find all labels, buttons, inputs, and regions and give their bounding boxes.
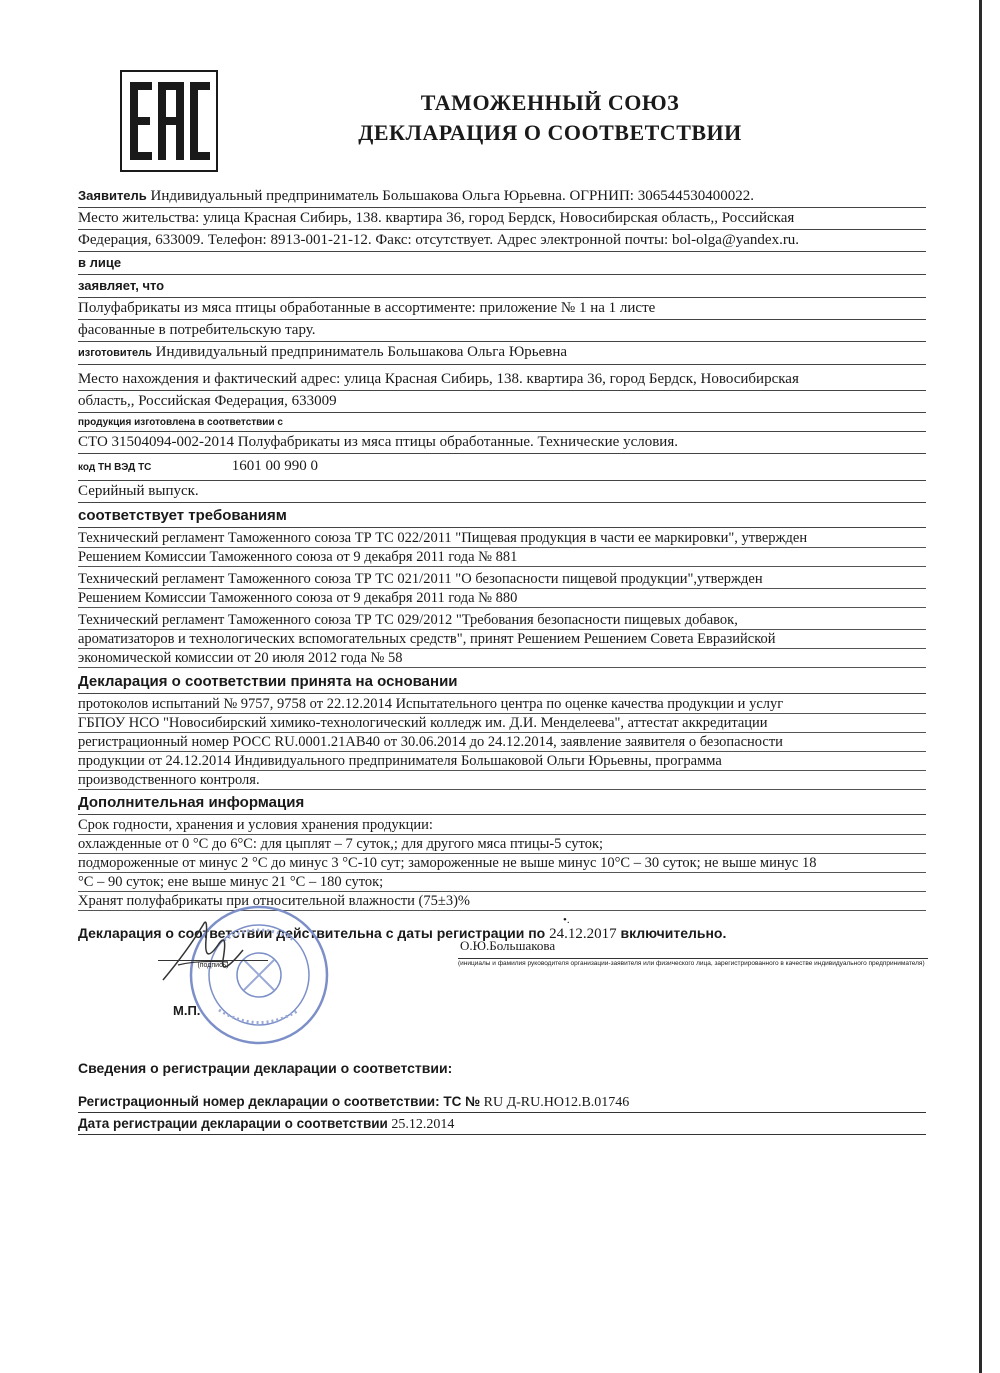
tnved-value: 1601 00 990 0 (231, 458, 318, 474)
requirement-3-line1: Технический регламент Таможенного союза ТР ТС 029/2012 "Требования безопасности пищевых добавок, (78, 611, 926, 630)
seal-place-label: М.П. (173, 1003, 201, 1018)
registration-date-value: 25.12.2014 (391, 1117, 455, 1132)
applicant-line2: Место жительства: улица Красная Сибирь, 138. квартира 36, город Бердск, Новосибирская область,, Российская (78, 209, 926, 230)
requirement-3-line3: экономической комиссии от 20 июля 2012 года № 58 (78, 649, 926, 668)
produced-per-label-row (78, 414, 926, 432)
manufacturer-addr-line1: Место нахождения и фактический адрес: улица Красная Сибирь, 138. квартира 36, город Бердск, Новосибирская (78, 370, 926, 391)
document-title (230, 88, 870, 148)
title-customs-union: ТАМОЖЕННЫЙ СОЮЗ (420, 90, 680, 115)
additional-label: Дополнительная информация (78, 794, 305, 811)
validity-label: Декларация о соответствии действительна с даты регистрации по (78, 925, 546, 941)
produced-per-value: СТО 31504094-002-2014 Полуфабрикаты из мяса птицы обработанные. Технические условия. (78, 433, 926, 454)
additional-line3: подмороженные от минус 2 °С до минус 3 °С-10 сут; замороженные не выше минус 10°С – 30 суток; не выше минус 18 (78, 854, 926, 873)
basis-line2: ГБПОУ НСО "Новосибирский химико-технологический колледж им. Д.И. Менделеева", аттестат аккредитации (78, 714, 926, 733)
requirement-2-line1: Технический регламент Таможенного союза ТР ТС 021/2011 "О безопасности пищевой продукции",утвержден (78, 570, 926, 589)
page-edge-shadow (979, 0, 982, 1373)
eac-logo (120, 70, 218, 172)
ink-mark: •. (563, 914, 570, 926)
basis-label: Декларация о соответствии принята на основании (78, 673, 458, 690)
manufacturer-addr-line2: область,, Российская Федерация, 633009 (78, 392, 926, 413)
basis-line3: регистрационный номер РОСС RU.0001.21АВ40 от 30.06.2014 до 24.12.2014, заявление заявителя о безопасности (78, 733, 926, 752)
manufacturer-value: Индивидуальный предприниматель Большакова Ольга Юрьевна (155, 344, 568, 360)
basis-text (78, 695, 926, 790)
validity-suffix: включительно. (620, 925, 727, 941)
manufacturer-row (78, 343, 926, 365)
title-declaration: ДЕКЛАРАЦИЯ О СООТВЕТСТВИИ (358, 120, 742, 145)
signatory-block (458, 938, 928, 968)
declares-label: заявляет, что (78, 278, 165, 293)
applicant-line3: Федерация, 633009. Телефон: 8913-001-21-12. Факс: отсутствует. Адрес электронной почты: bol-olga@yandex.ru. (78, 231, 926, 252)
serial-row: Серийный выпуск. (78, 482, 926, 503)
applicant-line1 (78, 186, 926, 208)
additional-text (78, 816, 926, 911)
product-line1: Полуфабрикаты из мяса птицы обработанные в ассортименте: приложение № 1 на 1 листе (78, 299, 926, 320)
handwritten-signature (158, 910, 248, 990)
registration-date-row (78, 1114, 926, 1135)
declaration-body (78, 186, 926, 943)
basis-line4: продукции от 24.12.2014 Индивидуального предпринимателя Большаковой Ольги Юрьевны, программа (78, 752, 926, 771)
tnved-row (78, 455, 926, 481)
basis-line1: протоколов испытаний № 9757, 9758 от 22.12.2014 Испытательного центра по оценке качества продукции и услуг (78, 695, 926, 714)
signatory-name-caption: (инициалы и фамилия руководителя организации-заявителя или физического лица, зарегистрированного в качестве индивидуального предпринимателя) (458, 958, 928, 968)
additional-line2: охлажденные от 0 °С до 6°С: для цыплят – 7 суток,; для другого мяса птицы-5 суток; (78, 835, 926, 854)
requirements-label: соответствует требованиям (78, 507, 287, 524)
requirement-2 (78, 570, 926, 608)
applicant-label: Заявитель (78, 188, 147, 203)
declares-row (78, 276, 926, 298)
validity-date: 24.12.2017 (549, 926, 617, 942)
signature-area (78, 900, 926, 1030)
tnved-label: код ТН ВЭД ТС (78, 462, 152, 473)
registration-date-label: Дата регистрации декларации о соответствии (78, 1116, 388, 1131)
v-lice-row (78, 253, 926, 275)
requirement-1-line2: Решением Комиссии Таможенного союза от 9 декабря 2011 года № 881 (78, 548, 926, 567)
requirement-1 (78, 529, 926, 567)
requirements-label-row (78, 506, 926, 528)
additional-line5: Хранят полуфабрикаты при относительной влажности (75±3)% (78, 892, 926, 911)
registration-block (78, 1060, 926, 1136)
requirement-3 (78, 611, 926, 668)
registration-number-row (78, 1092, 926, 1113)
additional-line4: °С – 90 суток; ене выше минус 21 °С – 180 суток; (78, 873, 926, 892)
manufacturer-label: изготовитель (78, 347, 152, 359)
basis-line5: производственного контроля. (78, 771, 926, 790)
requirement-3-line2: ароматизаторов и технологических вспомогательных средств", принят Решением Решением Совета Евразийской (78, 630, 926, 649)
requirement-1-line1: Технический регламент Таможенного союза ТР ТС 022/2011 "Пищевая продукция в части ее маркировки", утвержден (78, 529, 926, 548)
basis-label-row (78, 672, 926, 694)
additional-label-row (78, 793, 926, 815)
additional-line1: Срок годности, хранения и условия хранения продукции: (78, 816, 926, 835)
registration-number-label: Регистрационный номер декларации о соответствии: ТС № (78, 1094, 481, 1109)
registration-number-value: RU Д-RU.НО12.В.01746 (483, 1095, 630, 1110)
product-line2: фасованные в потребительскую тару. (78, 321, 926, 342)
produced-per-label: продукция изготовлена в соответствии с (78, 417, 283, 428)
requirement-2-line2: Решением Комиссии Таможенного союза от 9 декабря 2011 года № 880 (78, 589, 926, 608)
signature-caption: (подпись) (158, 960, 268, 969)
applicant-value: Индивидуальный предприниматель Большакова Ольга Юрьевна. ОГРНИП: 306544530400022. (150, 188, 754, 204)
registration-heading: Сведения о регистрации декларации о соответствии: (78, 1060, 453, 1076)
v-lice-label: в лице (78, 255, 122, 270)
signatory-name: О.Ю.Большакова (460, 938, 556, 953)
